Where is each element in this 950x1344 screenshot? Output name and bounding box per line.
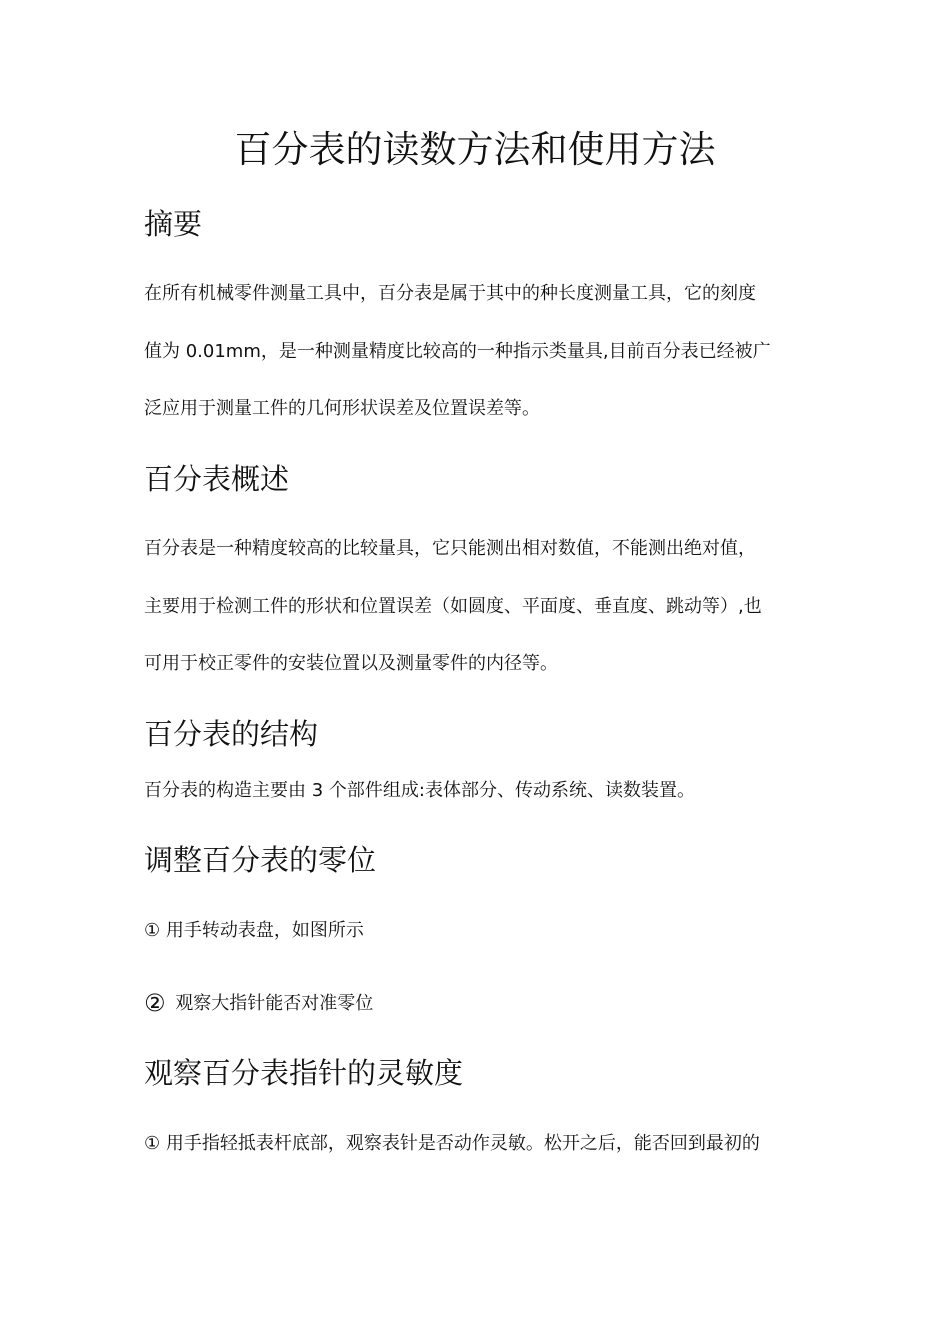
overview-heading: 百分表概述 xyxy=(144,462,290,496)
overview-line-2: 主要用于检测工件的形状和位置误差（如圆度、平面度、垂直度、跳动等）,也 xyxy=(144,596,762,617)
overview-line-1: 百分表是一种精度较高的比较量具，它只能测出相对数值，不能测出绝对值， xyxy=(144,538,756,559)
structure-heading: 百分表的结构 xyxy=(144,717,319,751)
abstract-heading: 摘要 xyxy=(144,207,203,241)
sensitivity-heading: 观察百分表指针的灵敏度 xyxy=(144,1056,464,1090)
step-2-marker: ② xyxy=(144,989,166,1017)
overview-line-3: 可用于校正零件的安装位置以及测量零件的内径等。 xyxy=(144,653,558,674)
sensitivity-step-1: ① 用手指轻抵表杆底部，观察表针是否动作灵敏。松开之后，能否回到最初的 xyxy=(144,1133,760,1154)
structure-line-1: 百分表的构造主要由 3 个部件组成:表体部分、传动系统、读数装置。 xyxy=(144,780,695,801)
zero-adjust-step-2 xyxy=(144,990,373,1017)
abstract-line-3: 泛应用于测量工件的几何形状误差及位置误差等。 xyxy=(144,398,540,419)
zero-adjust-heading: 调整百分表的零位 xyxy=(144,843,377,877)
abstract-line-1: 在所有机械零件测量工具中，百分表是属于其中的种长度测量工具，它的刻度 xyxy=(144,283,756,304)
abstract-line-2: 值为 0.01mm，是一种测量精度比较高的一种指示类量具,目前百分表已经被广 xyxy=(144,341,771,362)
step-2-text: 观察大指针能否对准零位 xyxy=(175,993,374,1014)
document-title: 百分表的读数方法和使用方法 xyxy=(234,128,716,171)
zero-adjust-step-1: ① 用手转动表盘，如图所示 xyxy=(144,920,364,941)
